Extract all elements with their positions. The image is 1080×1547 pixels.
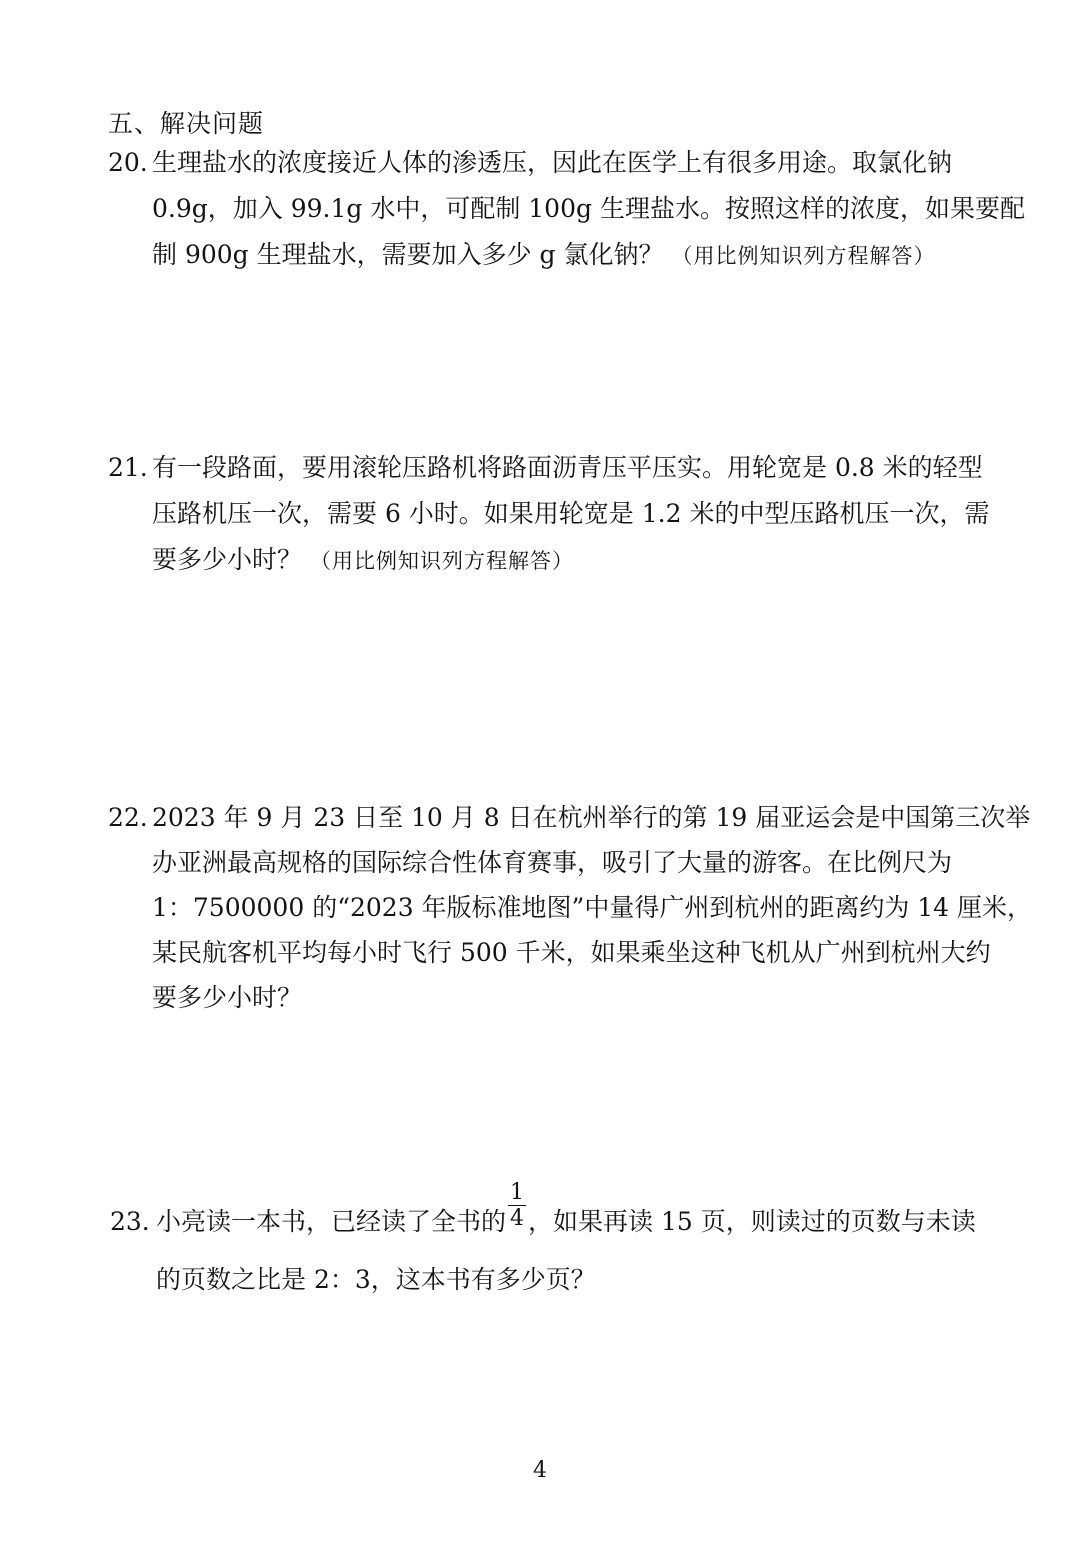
problem-text-line: 生理盐水的浓度接近人体的渗透压，因此在医学上有很多用途。取氯化钠: [152, 148, 953, 177]
problem-text: 小亮读一本书，已经读了全书的: [156, 1207, 507, 1236]
problem-text-line: 要多少小时？: [152, 983, 303, 1012]
problem-text-line: 0.9g，加入 99.1g 水中，可配制 100g 生理盐水。按照这样的浓度，如果要配: [152, 194, 1025, 223]
problem-text-line: [152, 237, 935, 274]
problem-text: 要多少小时？: [152, 545, 303, 574]
fraction-one-quarter: [508, 1180, 526, 1231]
problem-number: 20.: [108, 148, 148, 177]
page-number: 4: [533, 1458, 547, 1483]
problem-number: 23.: [110, 1207, 150, 1236]
solution-method-note: （用比例知识列方程解答）: [671, 244, 936, 268]
problem-text: 制 900g 生理盐水，需要加入多少 g 氯化钠？: [152, 240, 664, 269]
problem-text-line: [156, 1180, 976, 1240]
solution-method-note: （用比例知识列方程解答）: [309, 549, 574, 573]
problem-text-line: 2023 年 9 月 23 日至 10 月 8 日在杭州举行的第 19 届亚运会是中国第三次举: [152, 803, 1031, 832]
problem-text-line: 1：7500000 的“2023 年版标准地图”中量得广州到杭州的距离约为 14 厘米，: [152, 893, 1033, 922]
problem-text: ，如果再读 15 页，则读过的页数与未读: [528, 1207, 976, 1236]
problem-number: 21.: [108, 453, 148, 482]
problem-text-line: 的页数之比是 2：3，这本书有多少页？: [156, 1265, 596, 1294]
problem-text-line: 办亚洲最高规格的国际综合性体育赛事，吸引了大量的游客。在比例尺为: [152, 848, 953, 877]
problem-text-line: [152, 542, 574, 579]
section-heading: 五、解决问题: [108, 109, 265, 138]
problem-text-line: 有一段路面，要用滚轮压路机将路面沥青压平压实。用轮宽是 0.8 米的轻型: [152, 453, 983, 482]
problem-text-line: 某民航客机平均每小时飞行 500 千米，如果乘坐这种飞机从广州到杭州大约: [152, 938, 991, 967]
fraction-denominator: 4: [510, 1206, 525, 1231]
fraction-numerator: 1: [510, 1180, 525, 1205]
problem-text-line: 压路机压一次，需要 6 小时。如果用轮宽是 1.2 米的中型压路机压一次，需: [152, 499, 990, 528]
problem-number: 22.: [108, 803, 148, 832]
